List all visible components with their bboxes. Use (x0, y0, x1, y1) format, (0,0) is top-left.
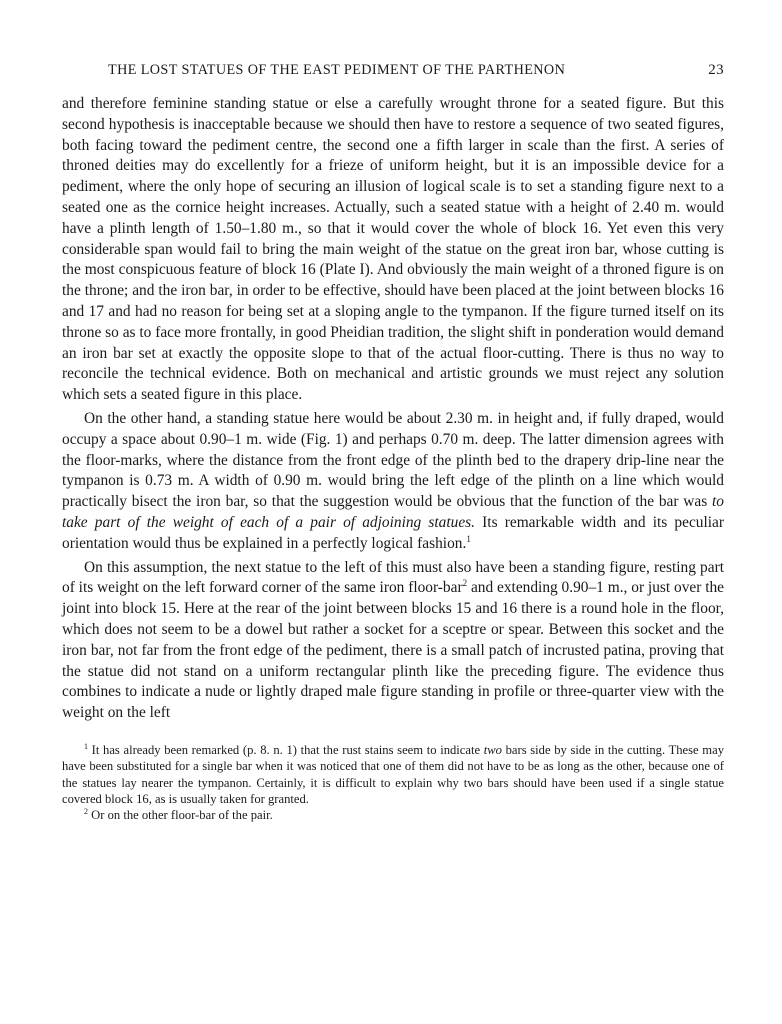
footnote-2 (62, 807, 724, 823)
footnote-1 (62, 742, 724, 807)
footnote-1-marker: 1 (84, 741, 88, 751)
paragraph-1 (62, 94, 724, 406)
footnote-1-italic: two (483, 742, 502, 757)
paragraph-2-text-after: Its remarkable width and its peculiar orientation would thus be explained in a perfectly logical fashion. (62, 513, 724, 552)
page (62, 62, 724, 823)
footnote-1-text-before: It has already been remarked (p. 8. n. 1) that the rust stains seem to indicate (88, 742, 484, 757)
body-text (62, 94, 724, 724)
running-title: THE LOST STATUES OF THE EAST PEDIMENT OF THE PARTHENON (108, 62, 566, 78)
paragraph-2-italic: to take part of the weight of each of a pair of adjoining statues. (62, 493, 724, 531)
footnote-2-marker: 2 (84, 807, 88, 817)
paragraph-1-text: and therefore feminine standing statue or else a carefully wrought throne for a seated figure. But this second hypothesis is inacceptable because we should then have to restore a sequence of two seated figures, both facing toward the pediment centre, the second one a fifth larger in scale than the first. A series of throned deities may do excellently for a frieze of uniform height, but it is an impossible device for a pediment, where the only hope of securing an illusion of logical scale is to set a standing figure next to a seated one as the cornice height increases. Actually, such a seated statue with a height of 2.40 m. would have a plinth length of 1.50–1.80 m., so that it would cover the whole of block 16. Yet even this very considerable span would fail to bring the main weight of the statue on the great iron bar, whose cutting is the most conspicuous feature of block 16 (Plate I). And obviously the main weight of a throned figure is on the throne; and the iron bar, in order to be effective, should have been placed at the joint between blocks 16 and 17 and had no reason for being set at a sloping angle to the tympanon. If the figure turned itself on its throne so as to face more frontally, in good Pheidian tradition, the slight shift in ponderation would demand an iron bar set at exactly the opposite slope to that of the actual floor-cutting. There is thus no way to reconcile the technical evidence. Both on mechanical and artistic grounds we must reject any solution which sets a seated figure in this place. (62, 95, 724, 404)
paragraph-2-text-before: On the other hand, a standing statue here would be about 2.30 m. in height and, if fully draped, would occupy a space about 0.90–1 m. wide (Fig. 1) and perhaps 0.70 m. deep. The latter dimension agrees with the floor-marks, where the distance from the front edge of the plinth bed to the drapery drip-line near the tympanon is 0.73 m. A width of 0.90 m. would bring the left edge of the plinth on a line which would practically bisect the iron bar, so that the suggestion would be obvious that the function of the bar was (62, 409, 724, 511)
page-number: 23 (708, 62, 724, 78)
paragraph-3 (62, 558, 724, 724)
footnote-2-text: Or on the other floor-bar of the pair. (88, 808, 273, 823)
paragraph-3-text-after: and extending 0.90–1 m., or just over the joint into block 15. Here at the rear of the joint between blocks 15 and 16 there is a round hole in the floor, which does not seem to be a dowel but rather a socket for a sceptre or spear. Between this socket and the iron bar, not far from the front edge of the pediment, there is a small patch of incrusted patina, proving that the statue did not stand on a uniform rectangular plinth like the preceding figure. The evidence thus combines to indicate a nude or lightly draped male figure standing in profile or three-quarter view with the weight on the left (62, 579, 724, 722)
paragraph-2 (62, 409, 724, 555)
running-header (108, 62, 724, 84)
footnotes (62, 742, 724, 823)
footnote-ref-1[interactable]: 1 (466, 533, 471, 544)
footnote-ref-2[interactable]: 2 (462, 578, 468, 589)
footnote-1-text-after: bars side by side in the cutting. These may have been substituted for a single bar when it was noticed that one of them did not have to be as long as the other, because one of the statues lay nearer the tympanon. Certainly, it is difficult to explain why two bars should have been used if a single statue covered block 16, as is usually taken for granted. (62, 742, 724, 806)
paragraph-3-text-before: On this assumption, the next statue to the left of this must also have been a standing figure, resting part of its weight on the left forward corner of the same iron floor-bar (62, 558, 724, 597)
